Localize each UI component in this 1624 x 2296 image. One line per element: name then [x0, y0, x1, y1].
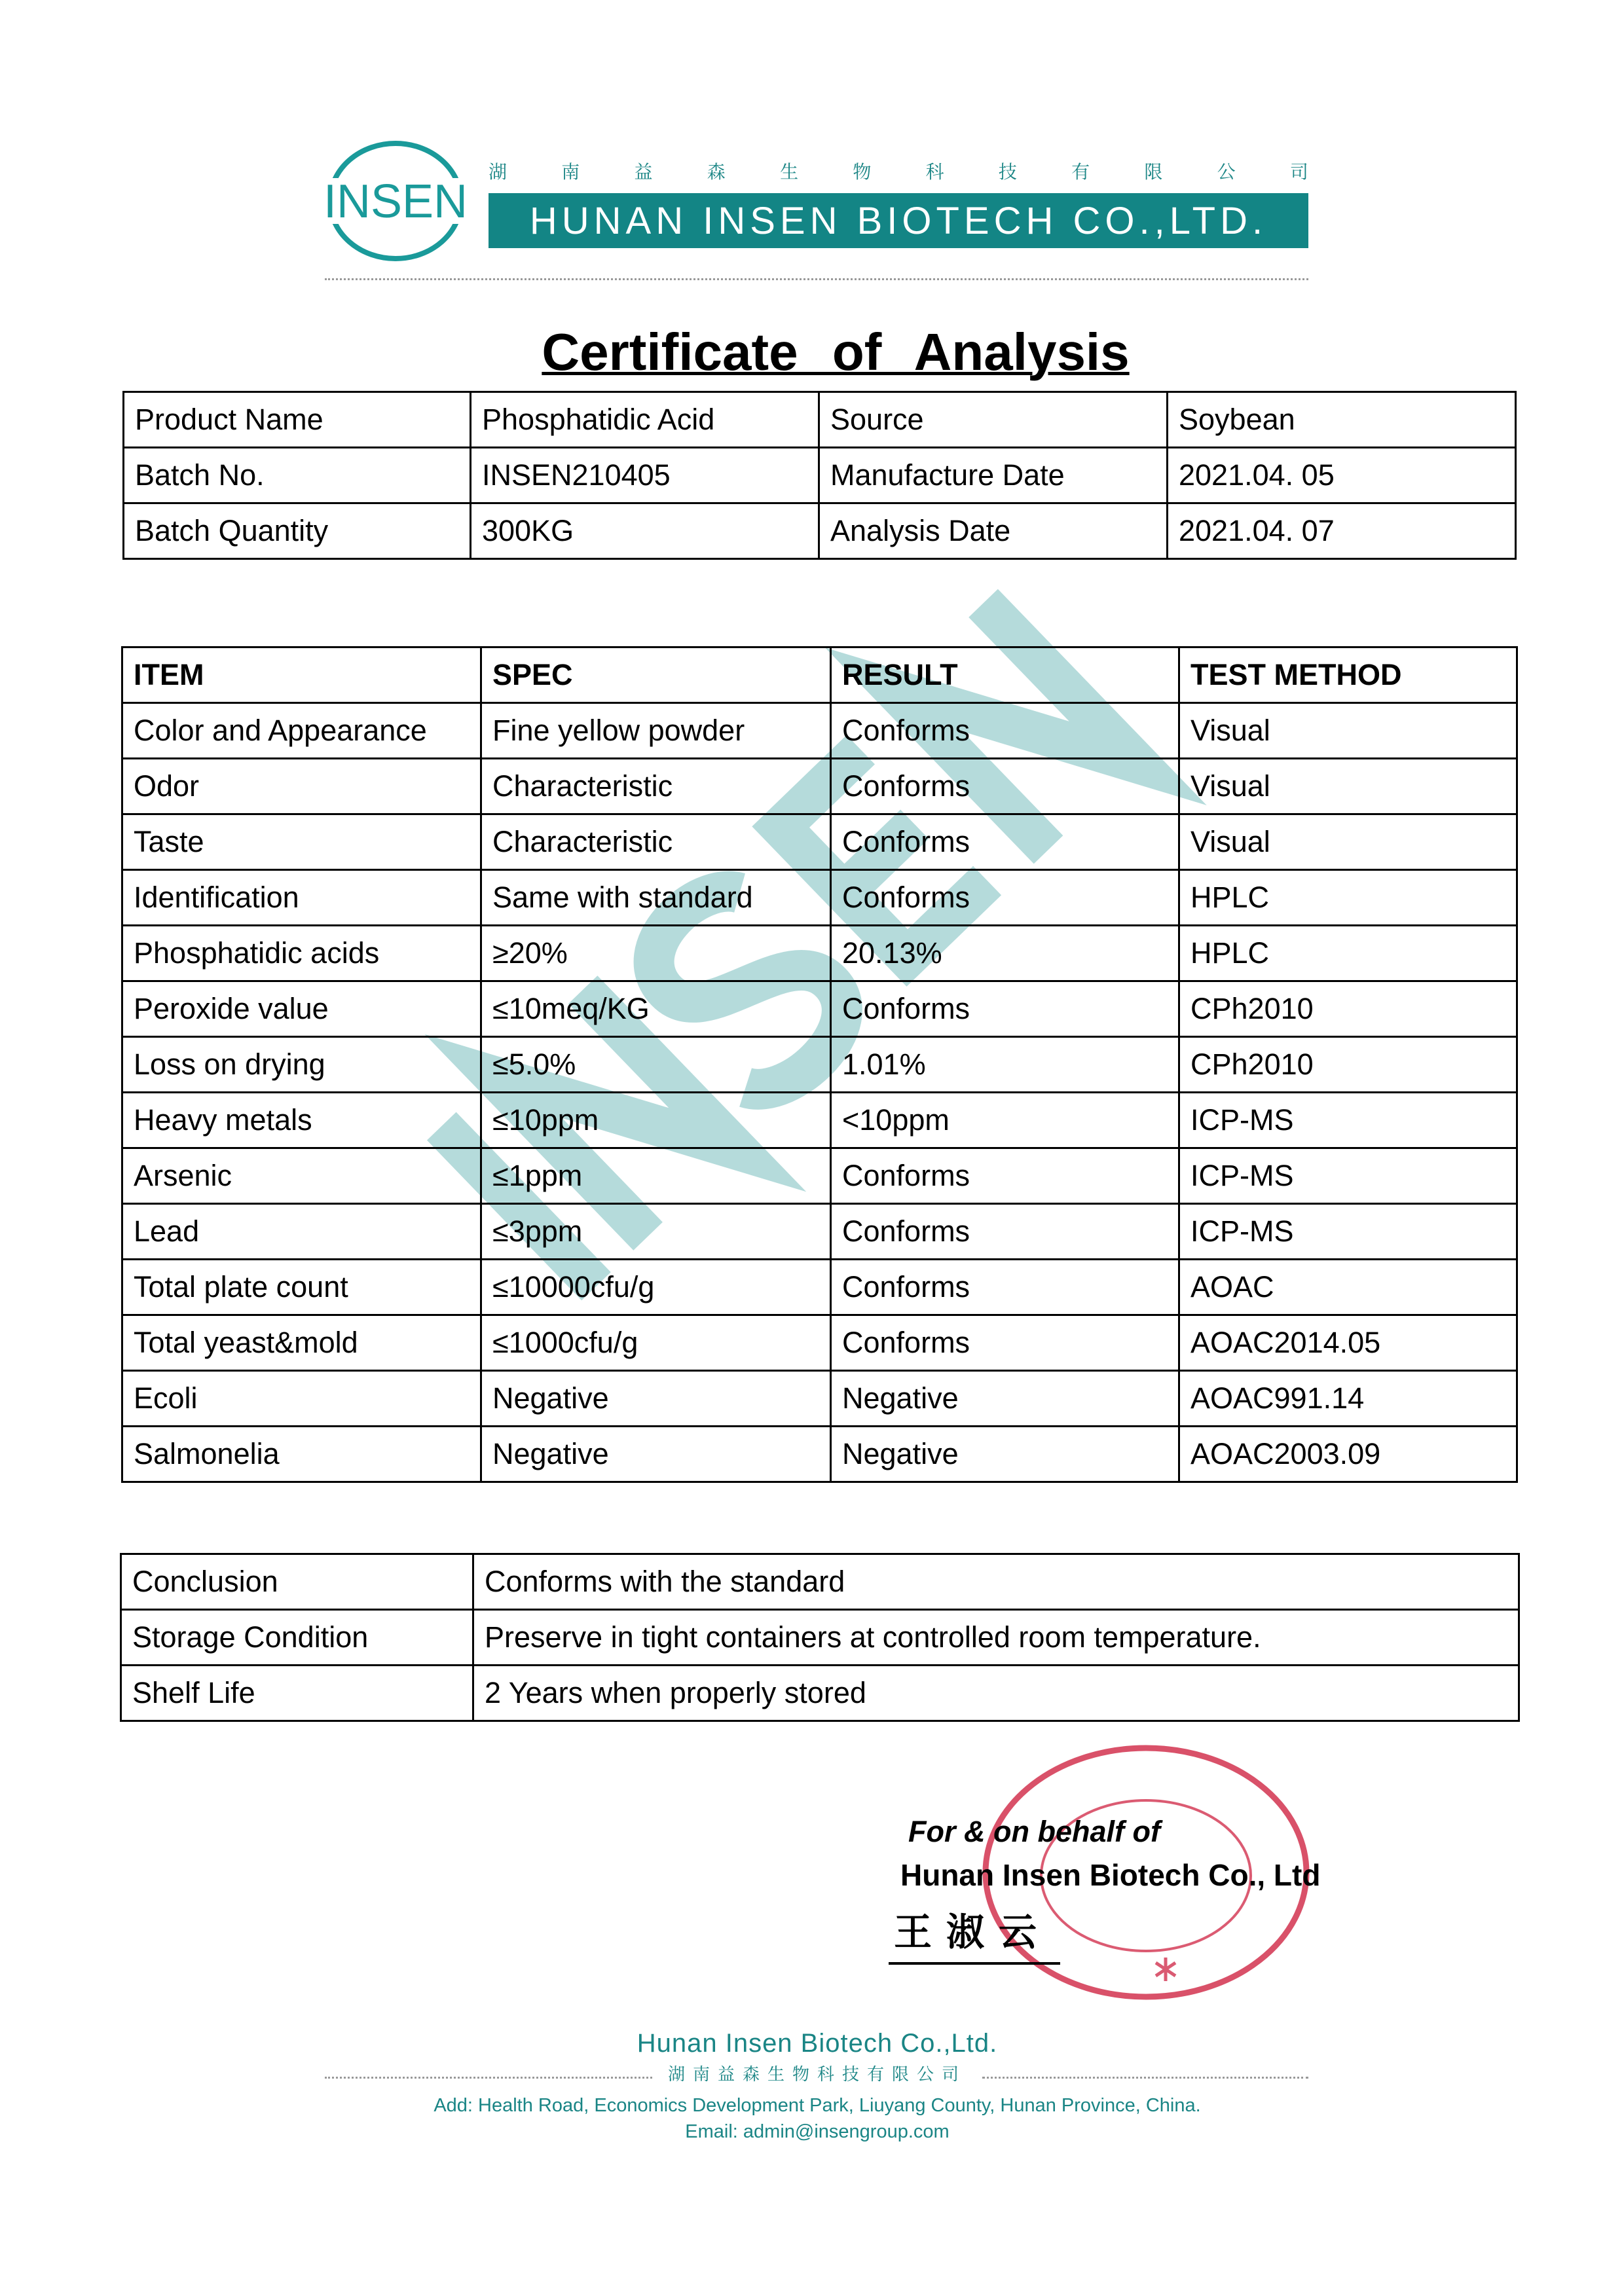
table-cell: Conforms [831, 870, 1179, 926]
table-cell: INSEN210405 [471, 448, 819, 503]
table-cell: Conforms with the standard [473, 1554, 1519, 1610]
table-cell: Source [819, 392, 1168, 448]
document-title: Certificate of Analysis [542, 323, 1130, 381]
table-cell: Ecoli [122, 1371, 481, 1427]
table-cell: ICP-MS [1179, 1148, 1517, 1204]
table-cell: Visual [1179, 703, 1517, 759]
table-row [122, 703, 1517, 759]
table-row [122, 981, 1517, 1037]
info-row [124, 448, 1516, 503]
table-cell: Batch Quantity [124, 503, 471, 559]
table-cell: Odor [122, 759, 481, 814]
company-cn-char: 森 [707, 161, 726, 183]
table-cell: Heavy metals [122, 1093, 481, 1148]
table-cell: Analysis Date [819, 503, 1168, 559]
table-cell: HPLC [1179, 926, 1517, 981]
summary-table [120, 1553, 1520, 1722]
table-cell: Negative [481, 1371, 831, 1427]
table-cell: Conforms [831, 1204, 1179, 1260]
table-cell: Phosphatidic Acid [471, 392, 819, 448]
table-cell: Salmonelia [122, 1427, 481, 1482]
company-cn-char: 益 [634, 161, 653, 183]
table-cell: Shelf Life [121, 1666, 473, 1721]
table-cell: AOAC991.14 [1179, 1371, 1517, 1427]
table-cell: Arsenic [122, 1148, 481, 1204]
table-cell: 20.13% [831, 926, 1179, 981]
table-cell: HPLC [1179, 870, 1517, 926]
on-behalf-label: For & on behalf of [908, 1815, 1160, 1848]
column-header: RESULT [831, 647, 1179, 703]
table-cell: Conclusion [121, 1554, 473, 1610]
table-cell: Lead [122, 1204, 481, 1260]
column-header: TEST METHOD [1179, 647, 1517, 703]
table-cell: ≤1ppm [481, 1148, 831, 1204]
table-cell: ≤10ppm [481, 1093, 831, 1148]
table-cell: 1.01% [831, 1037, 1179, 1093]
table-cell: Same with standard [481, 870, 831, 926]
table-cell: 300KG [471, 503, 819, 559]
table-cell: Product Name [124, 392, 471, 448]
table-cell: Fine yellow powder [481, 703, 831, 759]
table-cell: Conforms [831, 814, 1179, 870]
table-cell: 2021.04. 05 [1168, 448, 1516, 503]
company-cn-char: 南 [561, 161, 580, 183]
table-cell: Identification [122, 870, 481, 926]
table-cell: Characteristic [481, 759, 831, 814]
seal-star-icon [1156, 1958, 1175, 1981]
table-cell: Soybean [1168, 392, 1516, 448]
footer-company-name: Hunan Insen Biotech Co.,Ltd. [637, 2029, 998, 2058]
company-cn-char: 技 [998, 161, 1017, 183]
footer-email: Email: admin@insengroup.com [685, 2121, 950, 2142]
table-row [122, 1315, 1517, 1371]
table-cell: AOAC2003.09 [1179, 1427, 1517, 1482]
table-cell: Conforms [831, 1260, 1179, 1315]
company-name-chinese [489, 162, 1308, 183]
table-cell: AOAC [1179, 1260, 1517, 1315]
table-row [122, 1037, 1517, 1093]
table-cell: ≤10000cfu/g [481, 1260, 831, 1315]
signature: 王淑云 [894, 1910, 1052, 1954]
company-name-banner: HUNAN INSEN BIOTECH CO.,LTD. [489, 193, 1308, 248]
info-row [124, 503, 1516, 559]
table-cell: Preserve in tight containers at controlled room temperature. [473, 1610, 1519, 1666]
table-cell: Storage Condition [121, 1610, 473, 1666]
table-cell: Loss on drying [122, 1037, 481, 1093]
table-cell: ≤10meq/KG [481, 981, 831, 1037]
table-cell: CPh2010 [1179, 1037, 1517, 1093]
table-cell: Negative [831, 1427, 1179, 1482]
company-cn-char: 有 [1071, 161, 1090, 183]
table-cell: Total yeast&mold [122, 1315, 481, 1371]
table-cell: 2 Years when properly stored [473, 1666, 1519, 1721]
column-header: ITEM [122, 647, 481, 703]
company-cn-char: 科 [925, 161, 944, 183]
table-cell: ICP-MS [1179, 1204, 1517, 1260]
table-cell: Conforms [831, 1148, 1179, 1204]
table-cell: ≤5.0% [481, 1037, 831, 1093]
table-row [122, 759, 1517, 814]
company-cn-char: 限 [1144, 161, 1163, 183]
summary-row [121, 1666, 1519, 1721]
analysis-table [121, 646, 1518, 1483]
table-cell: <10ppm [831, 1093, 1179, 1148]
table-row [122, 1093, 1517, 1148]
table-header-row [122, 647, 1517, 703]
table-cell: Characteristic [481, 814, 831, 870]
table-cell: ≤1000cfu/g [481, 1315, 831, 1371]
svg-text:INSEN: INSEN [323, 175, 468, 228]
table-cell: Conforms [831, 759, 1179, 814]
table-cell: Taste [122, 814, 481, 870]
table-row [122, 926, 1517, 981]
company-cn-char: 公 [1217, 161, 1236, 183]
summary-row [121, 1610, 1519, 1666]
table-row [122, 1148, 1517, 1204]
table-cell: Manufacture Date [819, 448, 1168, 503]
table-cell: Color and Appearance [122, 703, 481, 759]
insen-logo [322, 139, 470, 263]
table-cell: Conforms [831, 703, 1179, 759]
table-cell: ≤3ppm [481, 1204, 831, 1260]
header-divider [325, 278, 1308, 280]
table-cell: AOAC2014.05 [1179, 1315, 1517, 1371]
table-row [122, 1204, 1517, 1260]
signing-company: Hunan Insen Biotech Co., Ltd [900, 1858, 1321, 1892]
table-cell: Negative [831, 1371, 1179, 1427]
footer-address: Add: Health Road, Economics Development Park, Liuyang County, Hunan Province, China. [434, 2095, 1201, 2116]
table-row [122, 814, 1517, 870]
company-cn-char: 司 [1289, 161, 1308, 183]
table-cell: Visual [1179, 814, 1517, 870]
column-header: SPEC [481, 647, 831, 703]
table-row [122, 1260, 1517, 1315]
table-cell: Total plate count [122, 1260, 481, 1315]
table-cell: ≥20% [481, 926, 831, 981]
summary-row [121, 1554, 1519, 1610]
table-cell: Conforms [831, 1315, 1179, 1371]
company-cn-char: 物 [853, 161, 872, 183]
table-cell: 2021.04. 07 [1168, 503, 1516, 559]
table-row [122, 870, 1517, 926]
product-info-table [122, 391, 1517, 560]
table-cell: ICP-MS [1179, 1093, 1517, 1148]
company-cn-char: 湖 [489, 161, 507, 183]
footer-divider-right [982, 2077, 1308, 2079]
table-cell: Conforms [831, 981, 1179, 1037]
footer-company-chinese: 湖南益森生物科技有限公司 [667, 2065, 967, 2085]
table-cell: Phosphatidic acids [122, 926, 481, 981]
table-cell: Peroxide value [122, 981, 481, 1037]
table-cell: Visual [1179, 759, 1517, 814]
signature-line [889, 1962, 1060, 1965]
table-row [122, 1371, 1517, 1427]
table-cell: Negative [481, 1427, 831, 1482]
info-row [124, 392, 1516, 448]
table-cell: Batch No. [124, 448, 471, 503]
table-row [122, 1427, 1517, 1482]
company-cn-char: 生 [780, 161, 799, 183]
table-cell: CPh2010 [1179, 981, 1517, 1037]
